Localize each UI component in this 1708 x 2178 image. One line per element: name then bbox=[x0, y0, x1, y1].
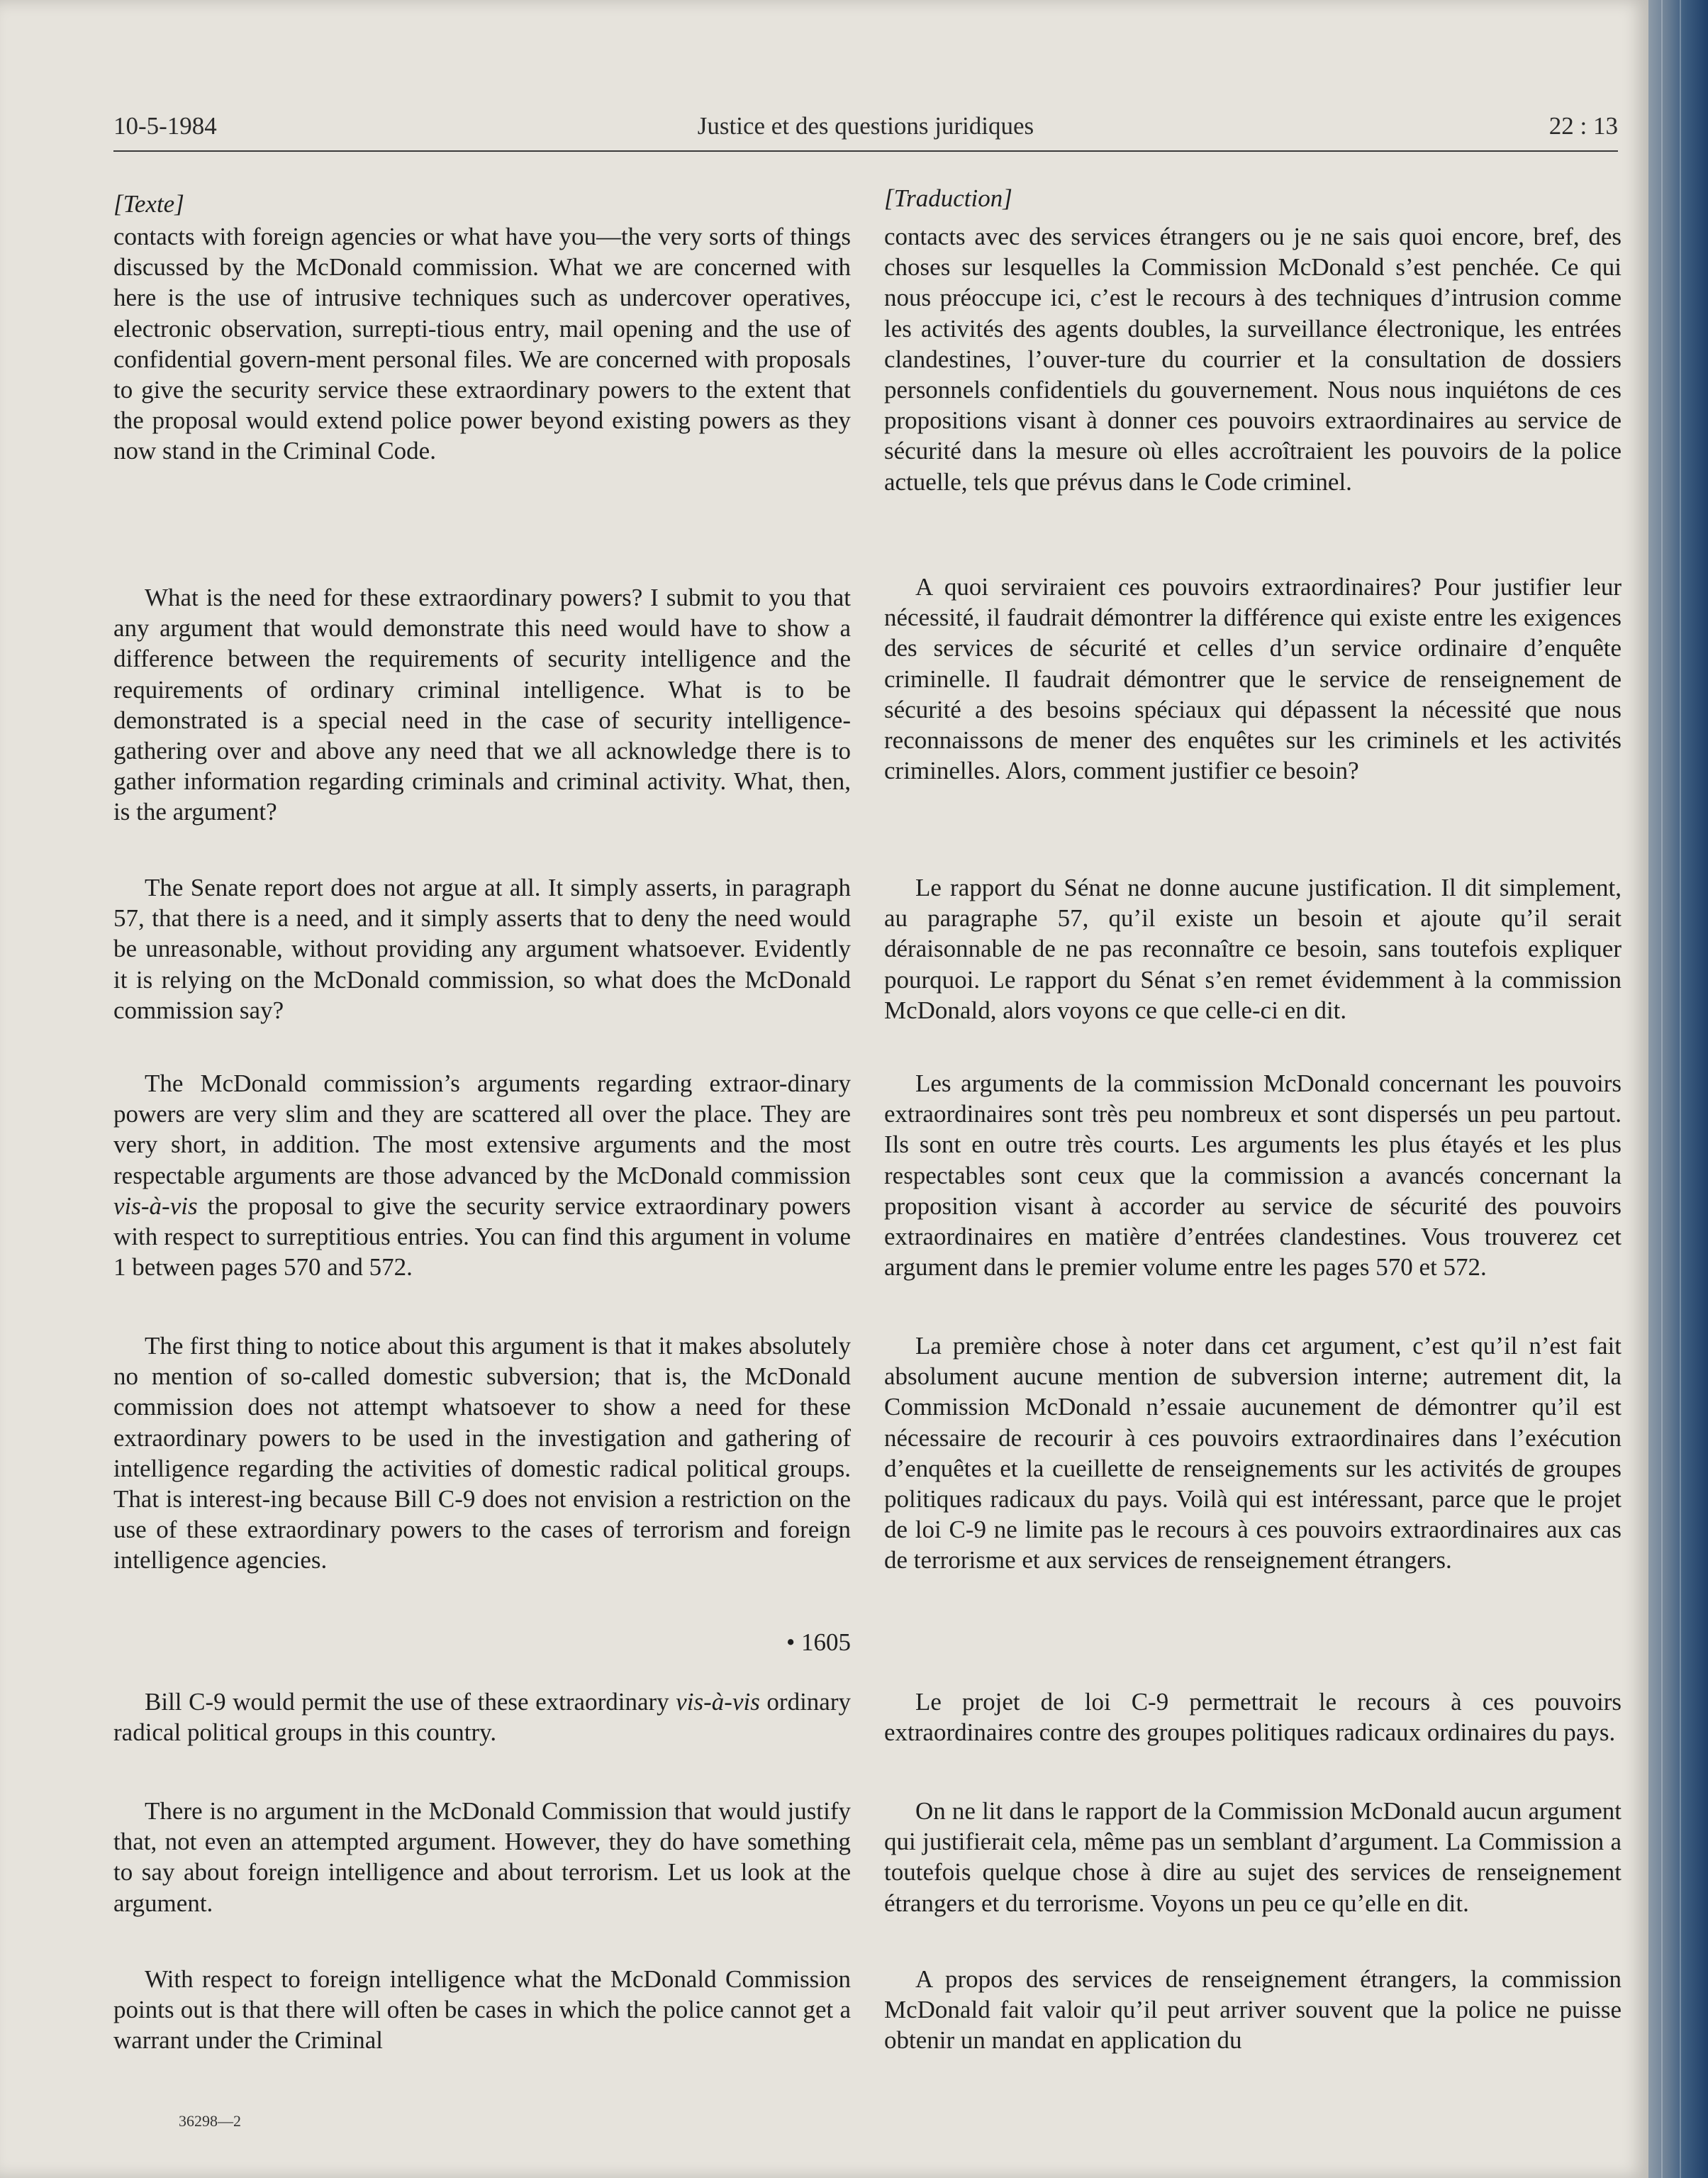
right-paragraph: Les arguments de la commission McDonald concernant les pouvoirs extraordinaires sont très peu nombreux et sont dispersés un peu partout. Ils sont en outre très courts. Les arguments les plus étayés et les plus respectables sont ceux que la commission a avancés concernant la proposition visant à accorder au service de sécurité des pouvoirs extraordinaires en matière d’entrées clandestines. Vous trouverez cet argument dans le premier volume entre les pages 570 et 572. bbox=[884, 1069, 1622, 1282]
left-paragraph: With respect to foreign intelligence what the McDonald Commission points out is that there will often be cases in which the police cannot get a warrant under the Criminal bbox=[113, 1965, 851, 2055]
right-paragraph: On ne lit dans le rapport de la Commission McDonald aucun argument qui justifierait cela, même pas un semblant d’argument. La Commission a toutefois quelque chose à dire au sujet des services de renseignement étrangers et du terrorisme. Voyons un peu ce qu’elle en dit. bbox=[884, 1797, 1622, 1917]
left-paragraph: The McDonald commission’s arguments regarding extraor-dinary powers are very slim and they are scattered all over the place. They are very short, in addition. The most extensive arguments and the most respectable arguments are those advanced by the McDonald commission vis-à-vis the proposal to give the security service extraordinary powers with respect to surreptitious entries. You can find this argument in volume 1 between pages 570 and 572. bbox=[113, 1069, 851, 1282]
italic-phrase: vis-à-vis bbox=[676, 1688, 760, 1716]
right-paragraph: A quoi serviraient ces pouvoirs extraordinaires? Pour justifier leur nécessité, il faudrait démontrer la différence qui existe entre les exigences des services de sécurité et celles d’un service ordinaire d’enquête criminelle. Il faudrait démontrer que le service de renseignement de sécurité a des besoins spéciaux qui dépassent la nécessité que nous reconnaissons de mener des enquêtes sur les criminels et les activités criminelles. Alors, comment justifier ce besoin? bbox=[884, 573, 1622, 785]
traduction-label: [Traduction] bbox=[884, 184, 1012, 212]
left-paragraph: Bill C-9 would permit the use of these extraordinary vis-à-vis ordinary radical political groups in this country. bbox=[113, 1688, 851, 1747]
edge-highlight bbox=[1680, 0, 1681, 2178]
left-paragraph: contacts with foreign agencies or what have you—the very sorts of things discussed by the McDonald commission. What we are concerned with here is the use of intrusive techniques such as undercover operatives, electronic observation, surrepti-tious entry, mail opening and the use of confidential govern-ment personal files. We are concerned with proposals to give the security service these extraordinary powers to the extent that the proposal would extend police power beyond existing powers as they now stand in the Criminal Code. bbox=[113, 223, 851, 465]
header-rule bbox=[113, 150, 1618, 152]
running-header bbox=[113, 112, 1618, 152]
time-marker: • 1605 bbox=[786, 1628, 851, 1656]
header-page-number: 22 : 13 bbox=[1548, 112, 1618, 140]
header-title: Justice et des questions juridiques bbox=[697, 112, 1034, 140]
right-paragraph: contacts avec des services étrangers ou je ne sais quoi encore, bref, des choses sur lesquelles la Commission McDonald s’est penchée. Ce qui nous préoccupe ici, c’est le recours à des techniques d’intrusion comme les activités des agents doubles, la surveillance électronique, les entrées clandestines, l’ouver-ture du courrier et la consultation de dossiers personnels confidentiels du gouvernement. Nous nous inquiétons de ces propositions visant à donner ces pouvoirs extraordinaires au service de sécurité dans la mesure où elles accroîtraient les pouvoirs de la police actuelle, tels que prévus dans le Code criminel. bbox=[884, 223, 1622, 496]
right-paragraph: La première chose à noter dans cet argument, c’est qu’il n’est fait absolument aucune mention de subversion interne; autrement dit, la Commission McDonald n’essaie aucunement de démontrer qu’il est nécessaire de recourir à ces pouvoirs extraordinaires dans l’exécution d’enquêtes et la cueillette de renseignements sur les activités de groupes politiques radicaux du pays. Voilà qui est intéressant, parce que le projet de loi C-9 ne limite pas le recours à ces pouvoirs extraordinaires aux cas de terrorisme et aux services de renseignement étrangers. bbox=[884, 1332, 1622, 1574]
left-paragraph: The Senate report does not argue at all. It simply asserts, in paragraph 57, that there is a need, and it simply asserts that to deny the need would be unreasonable, without providing any argument whatsoever. Evidently it is relying on the McDonald commission, so what does the McDonald commission say? bbox=[113, 874, 851, 1024]
print-code: 36298—2 bbox=[179, 2112, 241, 2130]
left-paragraph: What is the need for these extraordinary powers? I submit to you that any argument that would demonstrate this need would have to show a difference between the requirements of security intelligence and the requirements of ordinary criminal intelligence. What is to be demonstrated is a special need in the case of security intelligence-gathering over and above any need that we all acknowledge there is to gather information regarding criminals and criminal activity. What, then, is the argument? bbox=[113, 584, 851, 826]
italic-phrase: vis-à-vis bbox=[113, 1191, 198, 1220]
binder-edge bbox=[1648, 0, 1708, 2178]
left-paragraph: The first thing to notice about this argument is that it makes absolutely no mention of so-called domestic subversion; that is, the McDonald commission does not attempt whatsoever to show a need for these extraordinary powers to be used in the investigation and gathering of intelligence regarding the activities of domestic radical political groups. That is interest-ing because Bill C-9 does not envision a restriction on the use of these extraordinary powers to the cases of terrorism and foreign intelligence agencies. bbox=[113, 1332, 851, 1574]
header-date: 10-5-1984 bbox=[113, 112, 217, 140]
right-paragraph: Le rapport du Sénat ne donne aucune justification. Il dit simplement, au paragraphe 57, qu’il existe un besoin et ajoute qu’il serait déraisonnable de ne pas reconnaître ce besoin, sans toutefois expliquer pourquoi. Le rapport du Sénat s’en remet évidemment à la commission McDonald, alors voyons ce que celle-ci en dit. bbox=[884, 874, 1622, 1024]
left-paragraph: There is no argument in the McDonald Commission that would justify that, not even an attempted argument. However, they do have something to say about foreign intelligence and about terrorism. Let us look at the argument. bbox=[113, 1797, 851, 1917]
edge-highlight bbox=[1661, 0, 1663, 2178]
right-paragraph: Le projet de loi C-9 permettrait le recours à ces pouvoirs extraordinaires contre des groupes politiques radicaux ordinaires du pays. bbox=[884, 1688, 1622, 1747]
texte-label: [Texte] bbox=[113, 190, 184, 218]
right-paragraph: A propos des services de renseignement étrangers, la commission McDonald fait valoir qu’il peut arriver souvent que la police ne puisse obtenir un mandat en application du bbox=[884, 1965, 1622, 2055]
